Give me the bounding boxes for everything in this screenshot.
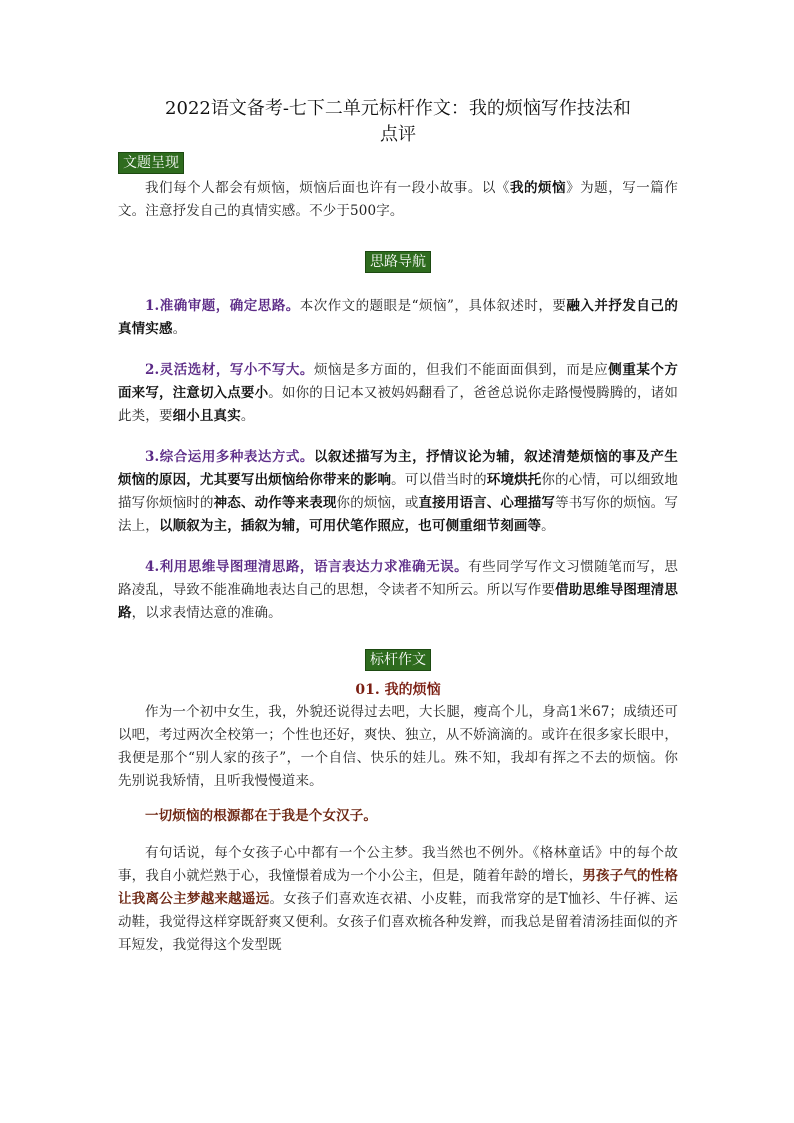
tip-1-number: 1.	[145, 298, 160, 314]
essay-paragraph-2-text-2: 。女孩子们喜欢连衣裙、小皮鞋，而我常穿的是T恤衫、牛仔裤、运动鞋，我觉得这样穿既舒爽又便利。女孩子们喜欢梳各种发辫，而我总是留着清汤挂面似的齐耳短发，我觉得这个发型既	[118, 891, 678, 953]
document-title	[118, 96, 678, 148]
tip-4-number: 4.	[145, 559, 160, 575]
tip-2-number: 2.	[145, 362, 160, 378]
approach-section-header	[118, 251, 678, 273]
tip-3-text-3: 你的烦恼，或	[336, 495, 419, 511]
tip-3-text-4: 等书写你的烦恼。写法上，	[118, 495, 678, 534]
essay-title: 01. 我的烦恼	[355, 682, 441, 698]
tip-3-heading: 综合运用多种表达方式。	[159, 449, 314, 465]
tip-4-text-1: 有些同学写作文习惯随笔而写，思路凌乱，导致不能准确地表达自己的思想，令读者不知所云。所以写作要	[118, 559, 678, 598]
prompt-paragraph	[118, 177, 678, 223]
tip-2-text-3: 。	[240, 408, 255, 424]
tip-4	[118, 556, 678, 625]
model-tag: 标杆作文	[365, 649, 431, 671]
tip-3-bold-2: 环境烘托	[486, 472, 542, 488]
tip-2-text-1: 烦恼是多方面的，但我们不能面面俱到，而是应	[313, 362, 609, 378]
tip-3-text-2: 你的心情，可以细致地描写你烦恼时的	[118, 472, 678, 511]
tip-4-bold-1: 借助思维导图理清思路	[118, 582, 678, 621]
prompt-text-2: 》为题，写一篇作文。注意抒发自己的真情实感。不少于500字。	[118, 180, 678, 219]
essay-paragraph-2	[118, 842, 678, 957]
tip-2-bold-2: 细小且真实	[172, 408, 241, 424]
essay-subheading	[118, 805, 678, 828]
essay-subheading-text: 一切烦恼的根源都在于我是个女汉子。	[145, 808, 378, 824]
tip-3-bold-5: 以顺叙为主，插叙为辅，可用伏笔作照应，也可侧重细节刻画等	[158, 518, 542, 534]
approach-tag: 思路导航	[365, 251, 431, 273]
tip-3-bold-4: 直接用语言、心理描写	[418, 495, 556, 511]
prompt-tag: 文题呈现	[118, 152, 184, 174]
tip-3-number: 3.	[145, 449, 160, 465]
title-line-1: 2022语文备考-七下二单元标杆作文：我的烦恼写作技法和	[165, 98, 631, 119]
essay-paragraph-2-bold: 男孩子气的性格让我离公主梦越来越遥远	[118, 868, 678, 907]
tip-1-bold-1: 融入并抒发自己的真情实感	[118, 298, 678, 337]
tip-2-heading: 灵活选材，写小不写大。	[159, 362, 314, 378]
tip-3-bold-1: 以叙述描写为主，抒情议论为辅，叙述清楚烦恼的事及产生烦恼的原因，尤其要写出烦恼给你带来的影响	[118, 449, 678, 488]
tip-3	[118, 446, 678, 538]
tip-2	[118, 359, 678, 428]
model-section-header	[118, 649, 678, 671]
essay-paragraph-1: 作为一个初中女生，我，外貌还说得过去吧，大长腿，瘦高个儿，身高1米67；成绩还可以吧，考过两次全校第一；个性也还好，爽快、独立，从不娇滴滴的。或许在很多家长眼中，我便是那个“别人家的孩子”，一个自信、快乐的娃儿。殊不知，我却有挥之不去的烦恼。你先别说我矫情，且听我慢慢道来。	[118, 704, 678, 789]
tip-3-bold-3: 神态、动作等来表现	[213, 495, 337, 511]
tip-1-text-2: 。	[172, 321, 187, 337]
prompt-topic: 我的烦恼	[509, 180, 567, 196]
tip-1-heading: 准确审题，确定思路。	[159, 298, 300, 314]
tip-4-heading: 利用思维导图理清思路，语言表达力求准确无误。	[159, 559, 469, 575]
essay-paragraph-2-text-1: 有句话说，每个女孩子心中都有一个公主梦。我当然也不例外。《格林童话》中的每个故事，我自小就烂熟于心，我憧憬着成为一个小公主，但是，随着年龄的增长，	[118, 845, 678, 884]
tip-2-text-2: 。如你的日记本又被妈妈翻看了，爸爸总说你走路慢慢腾腾的，诸如此类，要	[118, 385, 678, 424]
document-page	[118, 96, 678, 957]
tip-4-text-2: ，以求表情达意的准确。	[131, 605, 282, 621]
tip-3-text-5: 。	[541, 518, 555, 534]
tip-3-text-1: 。可以借当时的	[391, 472, 487, 488]
prompt-text-1: 我们每个人都会有烦恼，烦恼后面也许有一段小故事。以《	[145, 180, 510, 196]
title-line-2: 点评	[380, 124, 416, 145]
tip-1-text-1: 本次作文的题眼是“烦恼”，具体叙述时，要	[299, 298, 567, 314]
prompt-section-header	[118, 152, 678, 174]
tip-1	[118, 295, 678, 341]
tip-2-bold-1: 侧重某个方面来写，注意切入点要小	[118, 362, 679, 401]
